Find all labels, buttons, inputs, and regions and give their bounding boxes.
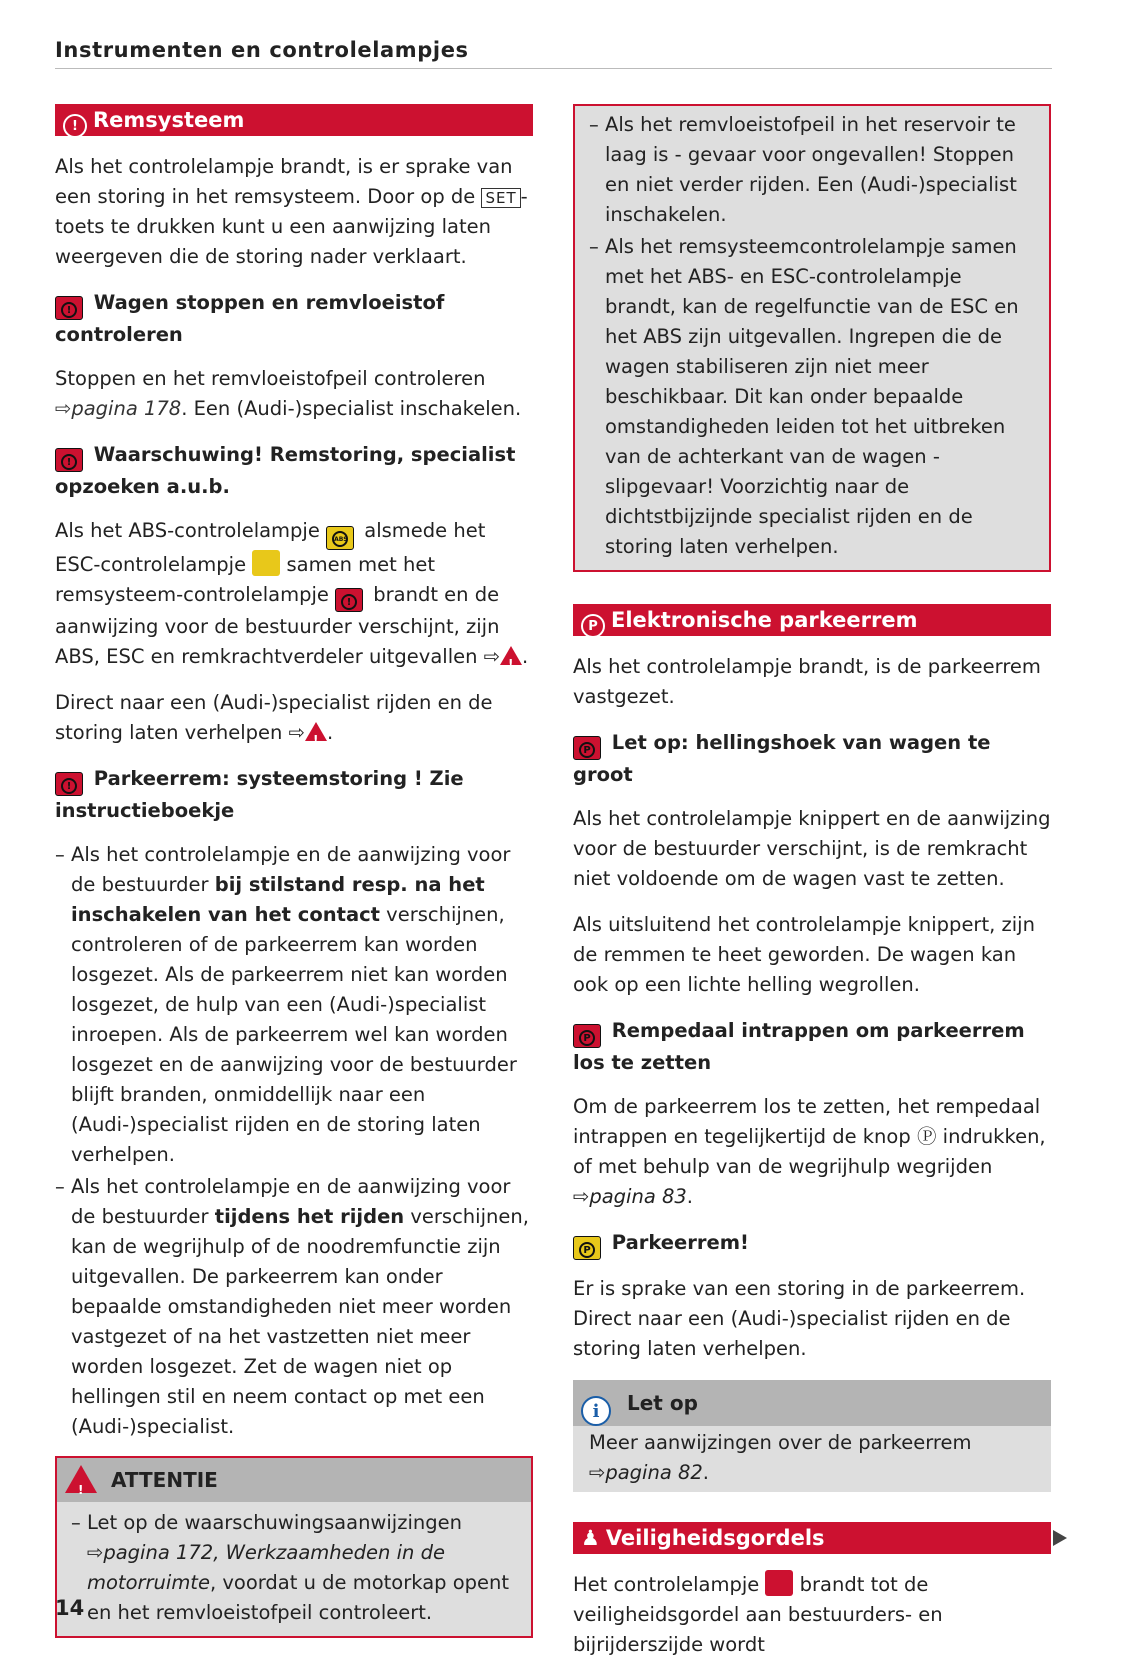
warning-triangle-icon	[65, 1465, 97, 1493]
ref-arrow-icon: ⇨	[483, 645, 501, 668]
item-text-b: , voordat u de motorkap opent en het remvloeistofpeil controleert.	[87, 1571, 510, 1624]
text-end: .	[326, 721, 334, 744]
text-b: indrukken, of met behulp van de wegrijhulp wegrijden	[573, 1125, 1046, 1178]
parkeerrem-intro: Als het controlelampje brandt, is de parkeerrem vastgezet.	[573, 655, 1041, 708]
item-text-b: verschijnen, controleren of de parkeerrem kan worden losgezet. Als de parkeerrem niet kan worden losgezet, de hulp van een (Audi-)specialist inroepen. Als de parkeerrem wel kan worden losgezet en de aanwijzing voor de bestuurder blijft branden, onmiddellijk naar een (Audi-)specialist rijden en de storing laten verhelpen.	[71, 903, 517, 1166]
intro-text-a: Als het controlelampje brandt, is er sprake van een storing in het remsysteem. Door op de	[55, 155, 513, 208]
msg-parkeerrem-storing	[55, 764, 533, 826]
ref-text: pagina 172, Werkzaamheden in de motorruimte	[87, 1541, 445, 1594]
text-end: .	[522, 645, 529, 668]
remsysteem-intro	[55, 152, 533, 272]
letop-box	[573, 1380, 1051, 1492]
warning-triangle-icon	[305, 722, 327, 741]
ref-text: pagina 82	[605, 1461, 703, 1484]
right-column	[573, 104, 1051, 1676]
item-text-a: Als het controlelampje en de aanwijzing voor de bestuurder	[71, 1175, 511, 1228]
list-item	[55, 840, 533, 1170]
brake-lamp-icon: !	[55, 772, 83, 796]
parkeerrem-heading	[573, 604, 1051, 636]
parking-button-icon: Ⓟ	[916, 1125, 937, 1148]
text-a: Om de parkeerrem los te zetten, het rempedaal intrappen en tegelijkertijd de knop	[573, 1095, 1041, 1148]
attentie-box	[55, 1456, 533, 1638]
text-c: samen met het remsysteem-controlelampje	[55, 553, 435, 606]
msg-title: Let op: hellingshoek van wagen te groot	[573, 731, 991, 786]
text-d: brandt en de aanwijzing voor de bestuurder verschijnt, zijn ABS, ESC en remkrachtverdeler uitgevallen	[55, 583, 500, 668]
list-item: – Als het remsysteemcontrolelampje samen met het ABS- en ESC-controlelampje brandt, kan de regelfunctie van de ESC en het ABS zijn uitgevallen. Ingrepen die de wagen stabiliseren zijn niet meer beschikbaar. Dit kan onder bepaalde omstandigheden leiden tot het uitbreken van de achterkant van de wagen - slipgevaar! Voorzichtig naar de dichtstbijzijnde specialist rijden en de storing laten verhelpen.	[589, 232, 1035, 562]
ref-arrow-icon: ⇨	[573, 1185, 590, 1208]
gordels-text	[573, 1570, 1051, 1660]
section-title: Instrumenten en controlelampjes	[55, 38, 469, 62]
intro-text-b: -toets te drukken kunt u een aanwijzing laten weergeven die de storing nader verklaart.	[55, 185, 528, 268]
msg-title: Parkeerrem: systeemstoring ! Zie instructieboekje	[55, 767, 464, 822]
item-bold: bij stilstand resp. na het inschakelen van het contact	[71, 873, 485, 926]
msg-parkeerrem	[573, 1228, 1051, 1260]
letop-text	[589, 1428, 1037, 1488]
msg3-text: Er is sprake van een storing in de parkeerrem. Direct naar een (Audi-)specialist rijden en de storing laten verhelpen.	[573, 1277, 1026, 1360]
brake-lamp-icon: !	[55, 448, 83, 472]
text-b: brandt tot de veiligheidsgordel aan bestuurders- en bijrijderszijde wordt	[573, 1573, 943, 1656]
seatbelt-lamp-icon	[765, 1570, 793, 1596]
msg1-text-b: . Een (Audi-)specialist inschakelen.	[181, 397, 522, 420]
item-text-a: Let op de waarschuwingsaanwijzingen	[87, 1511, 462, 1534]
continue-arrow-icon	[1053, 1530, 1067, 1546]
text-a: Het controlelampje	[573, 1573, 766, 1596]
ref-text: pagina 83	[589, 1185, 687, 1208]
msg1-p2: Als uitsluitend het controlelampje knippert, zijn de remmen te heet geworden. De wagen kan ook op een lichte helling wegrollen.	[573, 913, 1035, 996]
msg-title: Wagen stoppen en remvloeistof controleren	[55, 291, 445, 346]
page-header	[55, 38, 1052, 69]
info-icon: i	[581, 1396, 611, 1426]
msg-stop-check-fluid	[55, 288, 533, 350]
remsysteem-title: Remsysteem	[93, 108, 245, 132]
attentie-title: ATTENTIE	[111, 1468, 218, 1492]
msg-title: Rempedaal intrappen om parkeerrem los te zetten	[573, 1019, 1025, 1074]
list-item	[55, 1172, 533, 1442]
set-key: SET	[481, 188, 520, 208]
ref-arrow-icon: ⇨	[288, 721, 305, 744]
item-text-a: Als het controlelampje en de aanwijzing voor de bestuurder	[71, 843, 511, 896]
remsysteem-heading	[55, 104, 533, 136]
msg2-p2	[55, 688, 533, 748]
ref-arrow-icon: ⇨	[55, 397, 72, 420]
text-a: Als het ABS-controlelampje	[55, 519, 327, 542]
page-ref	[55, 397, 181, 420]
list-item: – Als het remvloeistofpeil in het reservoir te laag is - gevaar voor ongevallen! Stoppen en niet verder rijden. Een (Audi-)specialist inschakelen.	[589, 110, 1035, 230]
msg1-p1: Als het controlelampje knippert en de aanwijzing voor de bestuurder verschijnt, is de remkracht niet voldoende om de wagen vast te zetten.	[573, 807, 1051, 890]
seatbelt-icon: ♟	[581, 1526, 600, 1550]
msg-title: Parkeerrem!	[611, 1231, 749, 1254]
msg-remstoring	[55, 440, 533, 502]
warning-continued-box	[573, 104, 1051, 572]
parking-brake-fault-lamp-icon: P	[573, 1236, 601, 1260]
parkeerrem-list	[55, 840, 533, 1442]
item-bold: tijdens het rijden	[214, 1205, 405, 1228]
text-end: .	[702, 1461, 709, 1484]
msg2-p1	[55, 516, 533, 672]
parkeerrem-title: Elektronische parkeerrem	[611, 608, 918, 632]
ref-arrow-icon: ⇨	[589, 1461, 606, 1484]
parking-brake-lamp-icon: P	[573, 736, 601, 760]
text-b: alsmede het ESC-controlelampje	[55, 519, 486, 576]
attentie-heading	[57, 1458, 531, 1502]
letop-heading	[573, 1380, 1051, 1426]
msg1-text	[55, 364, 533, 424]
esc-lamp-icon	[252, 550, 280, 576]
gordels-heading	[573, 1522, 1051, 1554]
abs-lamp-icon	[326, 526, 354, 550]
msg-hellingshoek	[573, 728, 1051, 790]
left-column	[55, 104, 533, 1638]
page-number: 14	[55, 1596, 85, 1620]
msg1-text-a: Stoppen en het remvloeistofpeil controleren	[55, 367, 486, 390]
list-item	[71, 1508, 517, 1628]
ref-arrow-icon: ⇨	[87, 1541, 104, 1564]
msg-rempedaal	[573, 1016, 1051, 1078]
gordels-title: Veiligheidsgordels	[605, 1526, 825, 1550]
brake-lamp-icon: !	[55, 296, 83, 320]
item-text-b: verschijnen, kan de wegrijhulp of de noodremfunctie zijn uitgevallen. De parkeerrem kan onder bepaalde omstandigheden niet meer worden vastgezet of na het vastzetten niet meer worden losgezet. Zet de wagen niet op hellingen stil en neem contact op met een (Audi-)specialist.	[71, 1205, 529, 1438]
ref-text: pagina 178	[71, 397, 182, 420]
letop-title: Let op	[627, 1391, 698, 1415]
text-end: .	[686, 1185, 693, 1208]
text-a: Meer aanwijzingen over de parkeerrem	[589, 1431, 972, 1454]
warning-triangle-icon	[500, 646, 522, 665]
msg-title: Waarschuwing! Remstoring, specialist opzoeken a.u.b.	[55, 443, 516, 498]
brake-lamp-icon: !	[335, 588, 363, 612]
msg2-text	[573, 1092, 1051, 1212]
parking-brake-lamp-icon: P	[573, 1024, 601, 1048]
brake-warning-icon: !	[63, 114, 87, 138]
parking-brake-icon: P	[581, 614, 605, 638]
abs-lamp-label: ABS	[332, 531, 348, 547]
text-a: Direct naar een (Audi-)specialist rijden en de storing laten verhelpen	[55, 691, 493, 744]
